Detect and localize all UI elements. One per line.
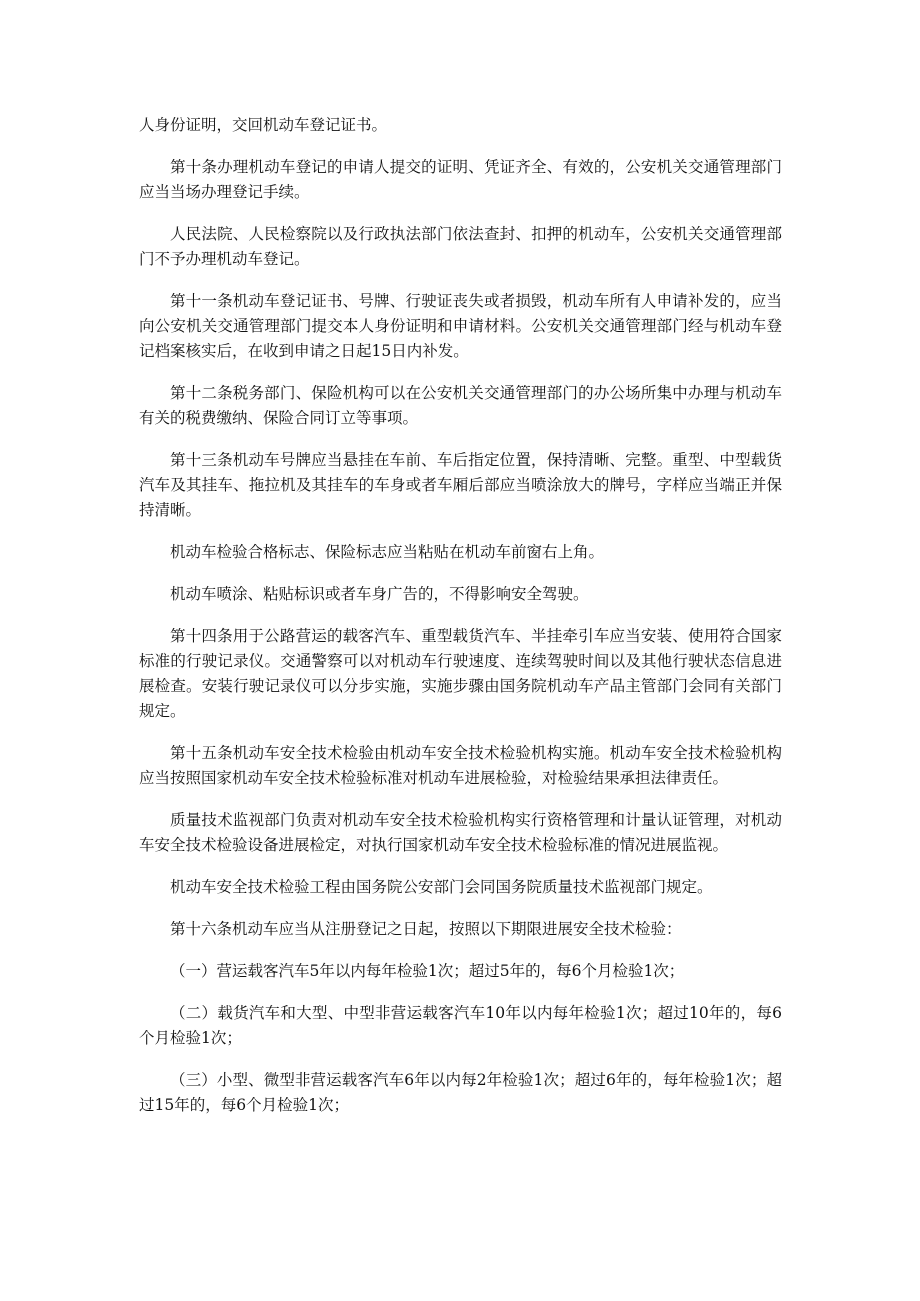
paragraph-continuation: 人身份证明，交回机动车登记证书。 (139, 116, 388, 134)
paragraph-seizure-rule: 人民法院、人民检察院以及行政执法部门依法查封、扣押的机动车，公安机关交通管理部门不予办理机动车登记。 (139, 225, 782, 268)
paragraph-inspection-items: 机动车安全技术检验工程由国务院公安部门会同国务院质量技术监视部门规定。 (170, 878, 713, 896)
paragraph-item-1: （一）营运载客汽车5年以内每年检验1次；超过5年的，每6个月检验1次； (170, 962, 685, 980)
paragraph-article-10: 第十条办理机动车登记的申请人提交的证明、凭证齐全、有效的，公安机关交通管理部门应当当场办理登记手续。 (139, 158, 782, 201)
document-body (139, 113, 782, 1135)
paragraph-item-3: （三）小型、微型非营运载客汽车6年以内每2年检验1次；超过6年的，每年检验1次；超过15年的，每6个月检验1次； (139, 1071, 782, 1114)
paragraph-article-16: 第十六条机动车应当从注册登记之日起，按照以下期限进展安全技术检验： (170, 920, 682, 938)
paragraph-article-15: 第十五条机动车安全技术检验由机动车安全技术检验机构实施。机动车安全技术检验机构应当按照国家机动车安全技术检验标准对机动车进展检验，对检验结果承担法律责任。 (139, 744, 782, 787)
paragraph-inspection-sticker: 机动车检验合格标志、保险标志应当粘贴在机动车前窗右上角。 (170, 543, 605, 561)
paragraph-article-14: 第十四条用于公路营运的载客汽车、重型载货汽车、半挂牵引车应当安装、使用符合国家标准的行驶记录仪。交通警察可以对机动车行驶速度、连续驾驶时间以及其他行驶状态信息进展检查。安装行驶记录仪可以分步实施，实施步骤由国务院机动车产品主管部门会同有关部门规定。 (139, 627, 782, 720)
paragraph-item-2: （二）载货汽车和大型、中型非营运载客汽车10年以内每年检验1次；超过10年的，每6个月检验1次； (139, 1004, 782, 1047)
paragraph-article-13: 第十三条机动车号牌应当悬挂在车前、车后指定位置，保持清晰、完整。重型、中型载货汽车及其挂车、拖拉机及其挂车的车身或者车厢后部应当喷涂放大的牌号，字样应当端正并保持清晰。 (139, 451, 782, 519)
paragraph-vehicle-ads: 机动车喷涂、粘贴标识或者车身广告的，不得影响安全驾驶。 (170, 585, 589, 603)
paragraph-quality-supervision: 质量技术监视部门负责对机动车安全技术检验机构实行资格管理和计量认证管理，对机动车安全技术检验设备进展检定，对执行国家机动车安全技术检验标准的情况进展监视。 (139, 811, 782, 854)
paragraph-article-11: 第十一条机动车登记证书、号牌、行驶证丧失或者损毁，机动车所有人申请补发的，应当向公安机关交通管理部门提交本人身份证明和申请材料。公安机关交通管理部门经与机动车登记档案核实后，在收到申请之日起15日内补发。 (139, 292, 782, 360)
paragraph-article-12: 第十二条税务部门、保险机构可以在公安机关交通管理部门的办公场所集中办理与机动车有关的税费缴纳、保险合同订立等事项。 (139, 384, 782, 427)
